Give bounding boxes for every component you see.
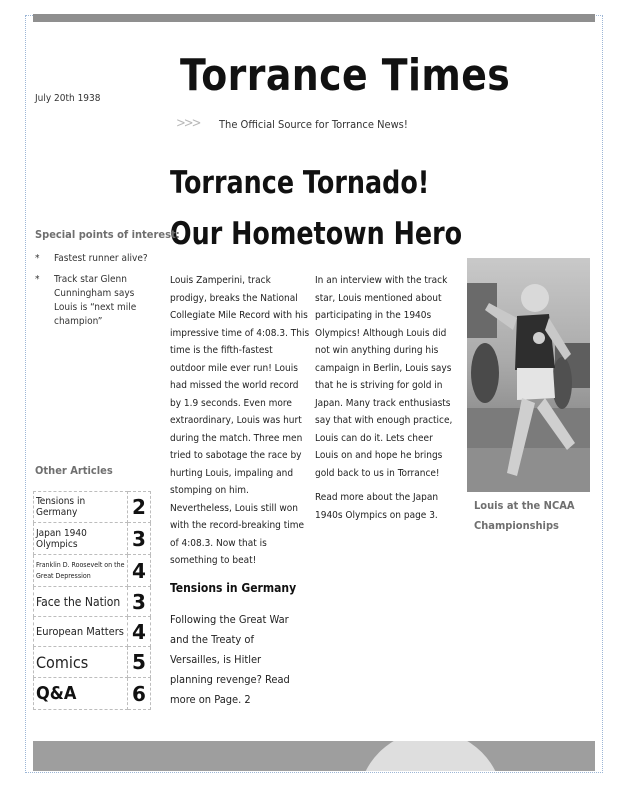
article-paragraph: Louis Zamperini, track prodigy, breaks the National Collegiate Mile Record with his impressive time of 4:08.3. This time is the fifth-fastest outdoor mile ever run! Louis had missed the world record by 1.9 seconds. Even more extraordinary, Louis was hurt during the match. Three men tried to sabotage the race by hurting Louis, impaling and stomping on him. Nevertheless, Louis still won with the record-breaking time of 4:08.3. Now that is something to beat! (170, 275, 310, 566)
article-name: Q&A (34, 678, 128, 710)
asterisk-bullet-icon: * (35, 253, 40, 264)
article-name: European Matters (34, 617, 128, 647)
newsletter-tagline: The Official Source for Torrance News! (219, 118, 408, 131)
table-row (34, 555, 151, 587)
article-page: 3 (128, 523, 151, 555)
table-row (34, 647, 151, 678)
article-name: Comics (34, 647, 128, 678)
table-row (34, 587, 151, 617)
asterisk-bullet-icon: * (35, 274, 40, 285)
other-articles-heading: Other Articles (35, 464, 113, 477)
sidebar-story-body: Following the Great War and the Treaty of Versailles, is Hitler planning revenge? Read more on Page. 2 (170, 613, 290, 706)
table-row (34, 678, 151, 710)
main-headline-line2: Our Hometown Hero (170, 216, 463, 252)
table-row (34, 492, 151, 523)
article-page: 4 (128, 555, 151, 587)
article-column-2 (315, 272, 453, 531)
article-paragraph: In an interview with the track star, Louis mentioned about participating in the 1940s Olympics! Although Louis did not win anything during his campaign in Berlin, Louis says that he is striving for gold in Japan. Many track enthusiasts say that with enough practice, Louis can do it. Lets cheer Louis on and hope he brings gold back to us in Torrance! (315, 275, 453, 479)
bottom-circle-shape (358, 741, 503, 771)
list-item (35, 252, 150, 266)
article-paragraph: Read more about the Japan 1940s Olympics on page 3. (315, 492, 439, 521)
table-row (34, 523, 151, 555)
article-name: Face the Nation (34, 587, 128, 617)
special-point-text: Fastest runner alive? (54, 253, 148, 264)
article-name: Tensions in Germany (34, 492, 128, 523)
photo-caption: Louis at the NCAA Championships (474, 499, 575, 532)
article-page: 2 (128, 492, 151, 523)
tagline-arrows-icon: >>> (176, 116, 200, 131)
list-item (35, 273, 150, 329)
article-page: 3 (128, 587, 151, 617)
article-column-1 (170, 272, 310, 577)
main-headline-line1: Torrance Tornado! (170, 165, 430, 201)
special-points-heading: Special points of interest: (35, 228, 180, 241)
newsletter-title: Torrance Times (180, 50, 511, 101)
article-page: 4 (128, 617, 151, 647)
article-name: Japan 1940 Olympics (34, 523, 128, 555)
top-decorative-bar (33, 14, 595, 22)
article-page: 5 (128, 647, 151, 678)
bottom-decorative-bar (33, 741, 595, 771)
special-points-list (35, 252, 150, 336)
sidebar-story-heading: Tensions in Germany (170, 581, 297, 595)
article-page: 6 (128, 678, 151, 710)
table-row (34, 617, 151, 647)
article-name: Franklin D. Roosevelt on the Great Depression (34, 555, 128, 587)
runner-photo (467, 258, 590, 492)
other-articles-table (33, 491, 151, 710)
special-point-text: Track star Glenn Cunningham says Louis is “next mile champion” (54, 274, 137, 327)
issue-date: July 20th 1938 (35, 93, 101, 104)
